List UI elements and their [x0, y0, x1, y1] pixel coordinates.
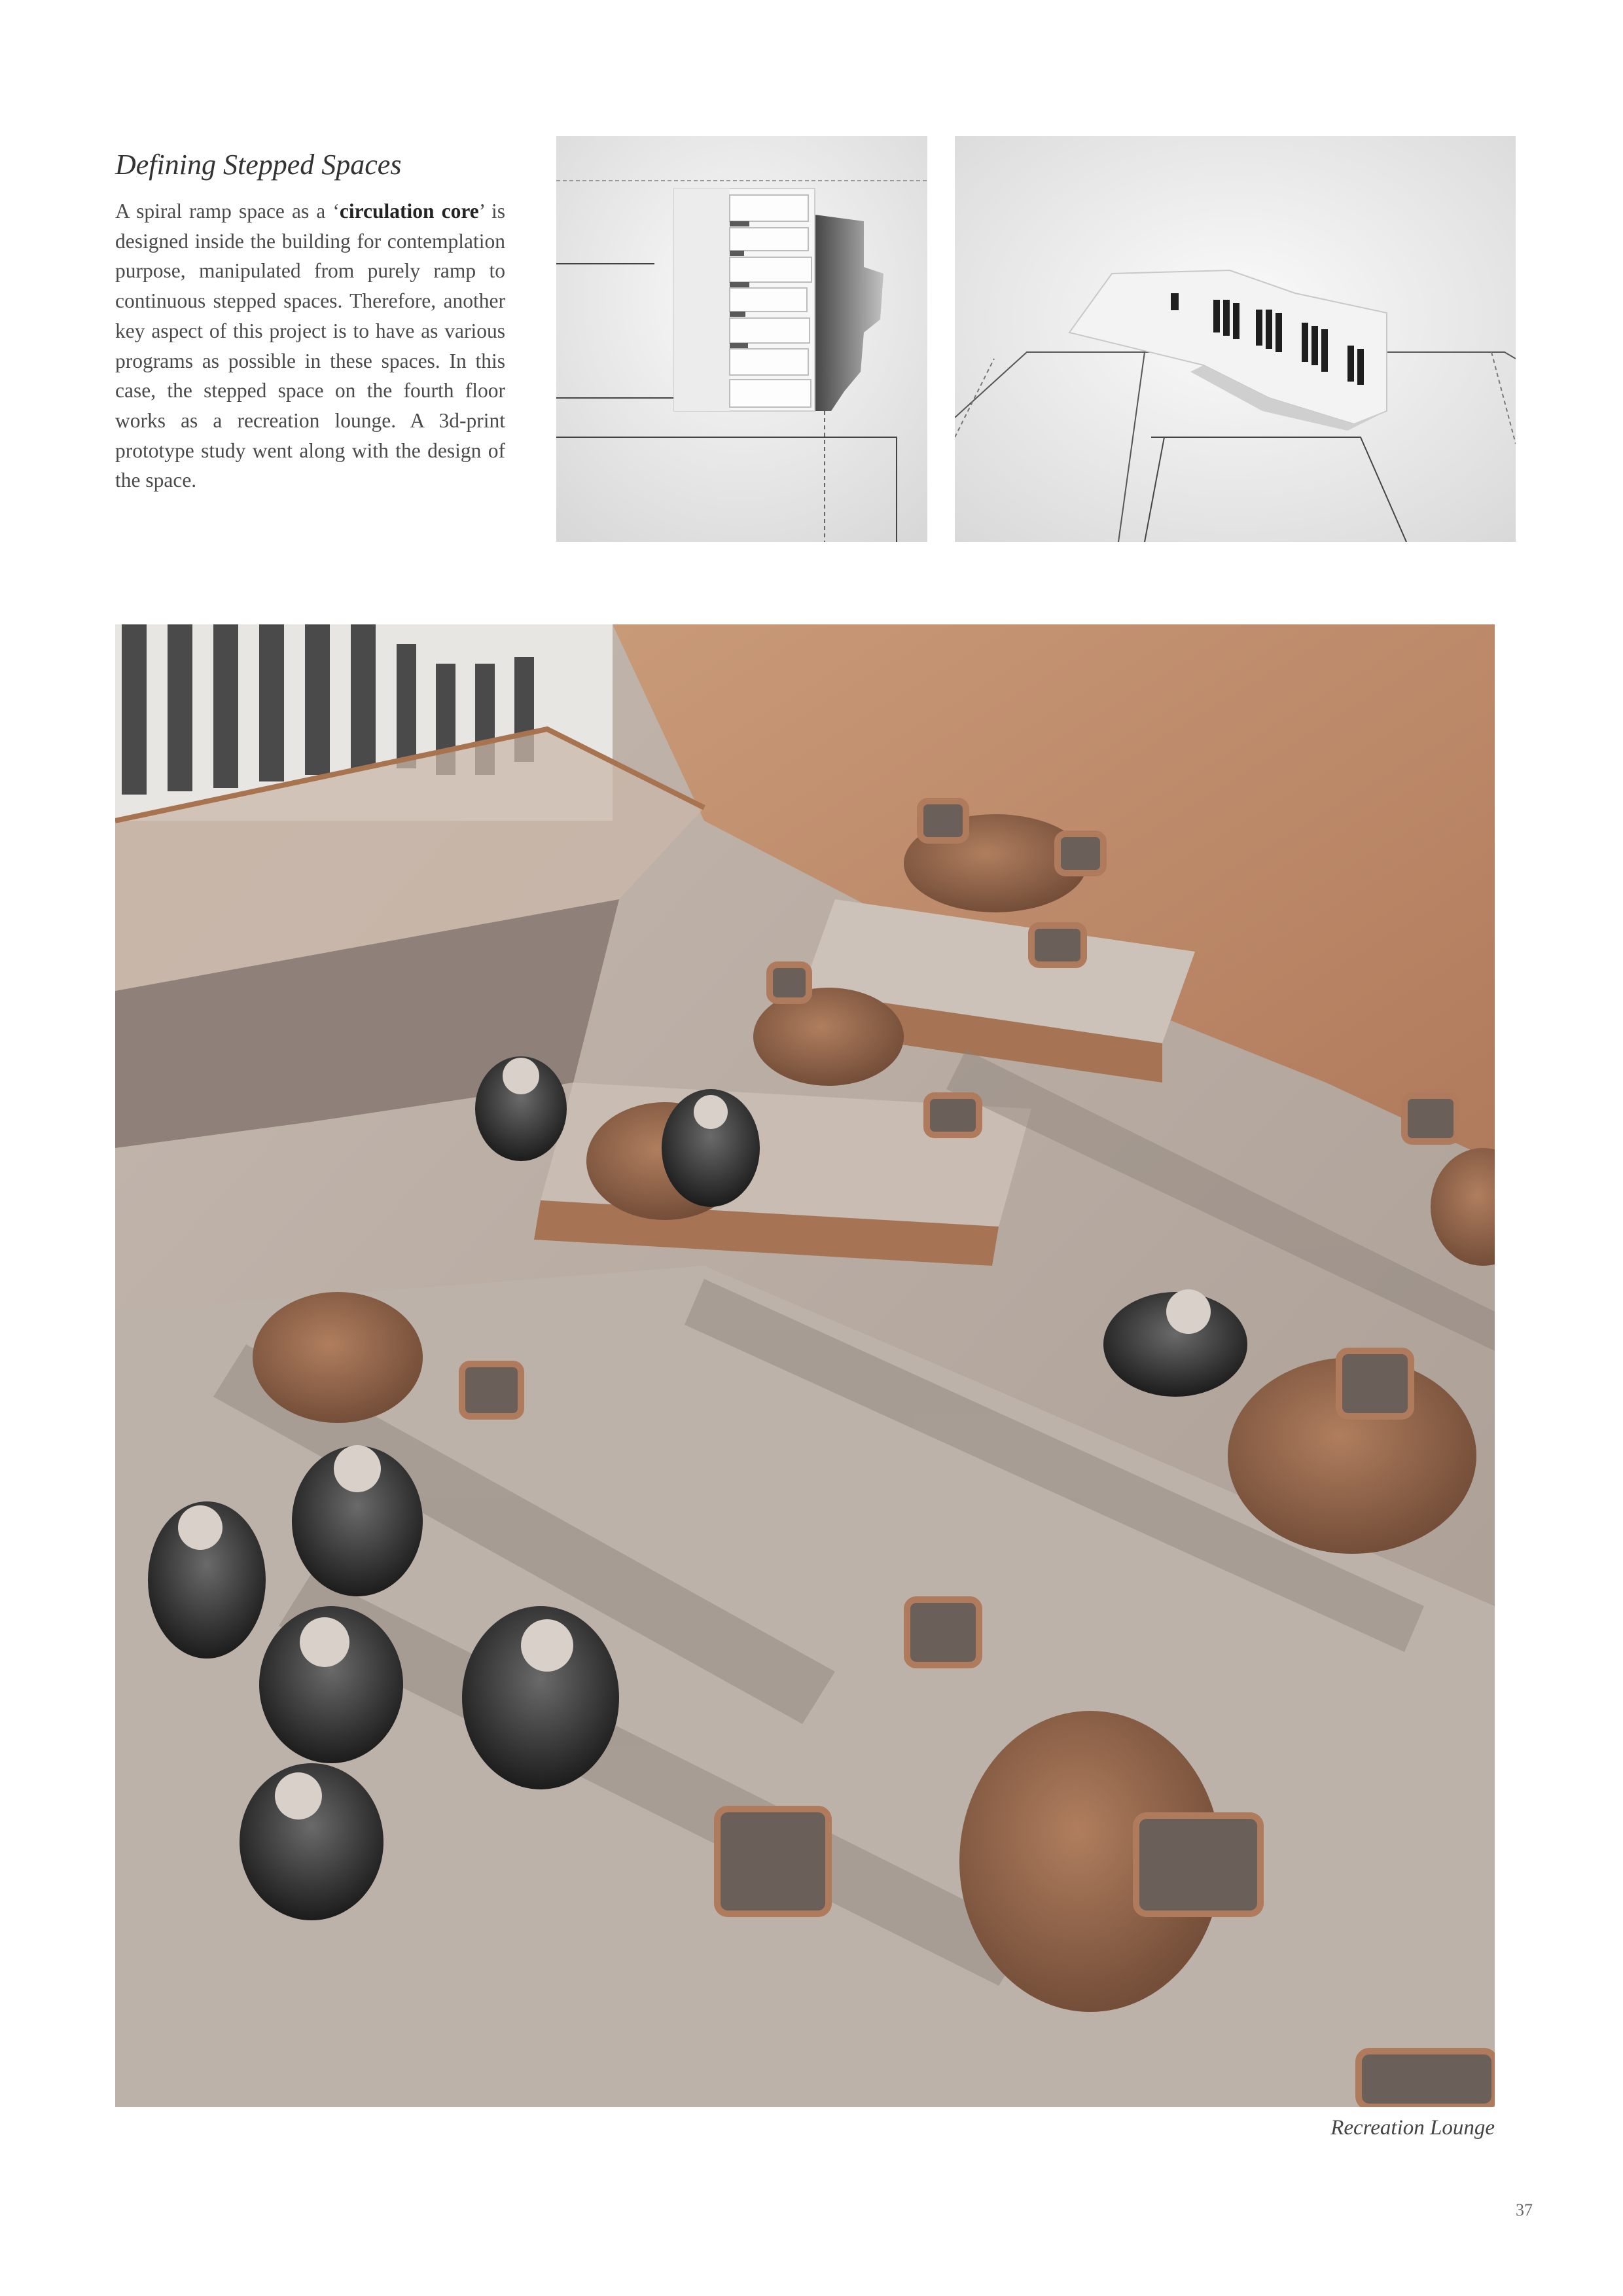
- section-heading: Defining Stepped Spaces: [115, 149, 402, 181]
- body-text-part2: ’ is designed inside the building for contemplation purpose, manipulated from purely ramp to continuous stepped spaces. Therefore, another key aspect of this project is to have as various programs as possible in these spaces. In this case, the stepped space on the fourth floor works as a recreation lounge. A 3d-print prototype study went along with the design of the space.: [115, 200, 505, 492]
- model-photo-top-view: [556, 136, 927, 542]
- body-text-bold: circulation core: [339, 200, 479, 223]
- body-paragraph: [115, 196, 505, 495]
- model-photo-perspective-view: [955, 136, 1516, 542]
- body-text-part1: A spiral ramp space as a ‘: [115, 200, 340, 223]
- page-number: 37: [1516, 2200, 1533, 2219]
- image-caption: Recreation Lounge: [1330, 2116, 1495, 2140]
- recreation-lounge-render: [115, 624, 1495, 2107]
